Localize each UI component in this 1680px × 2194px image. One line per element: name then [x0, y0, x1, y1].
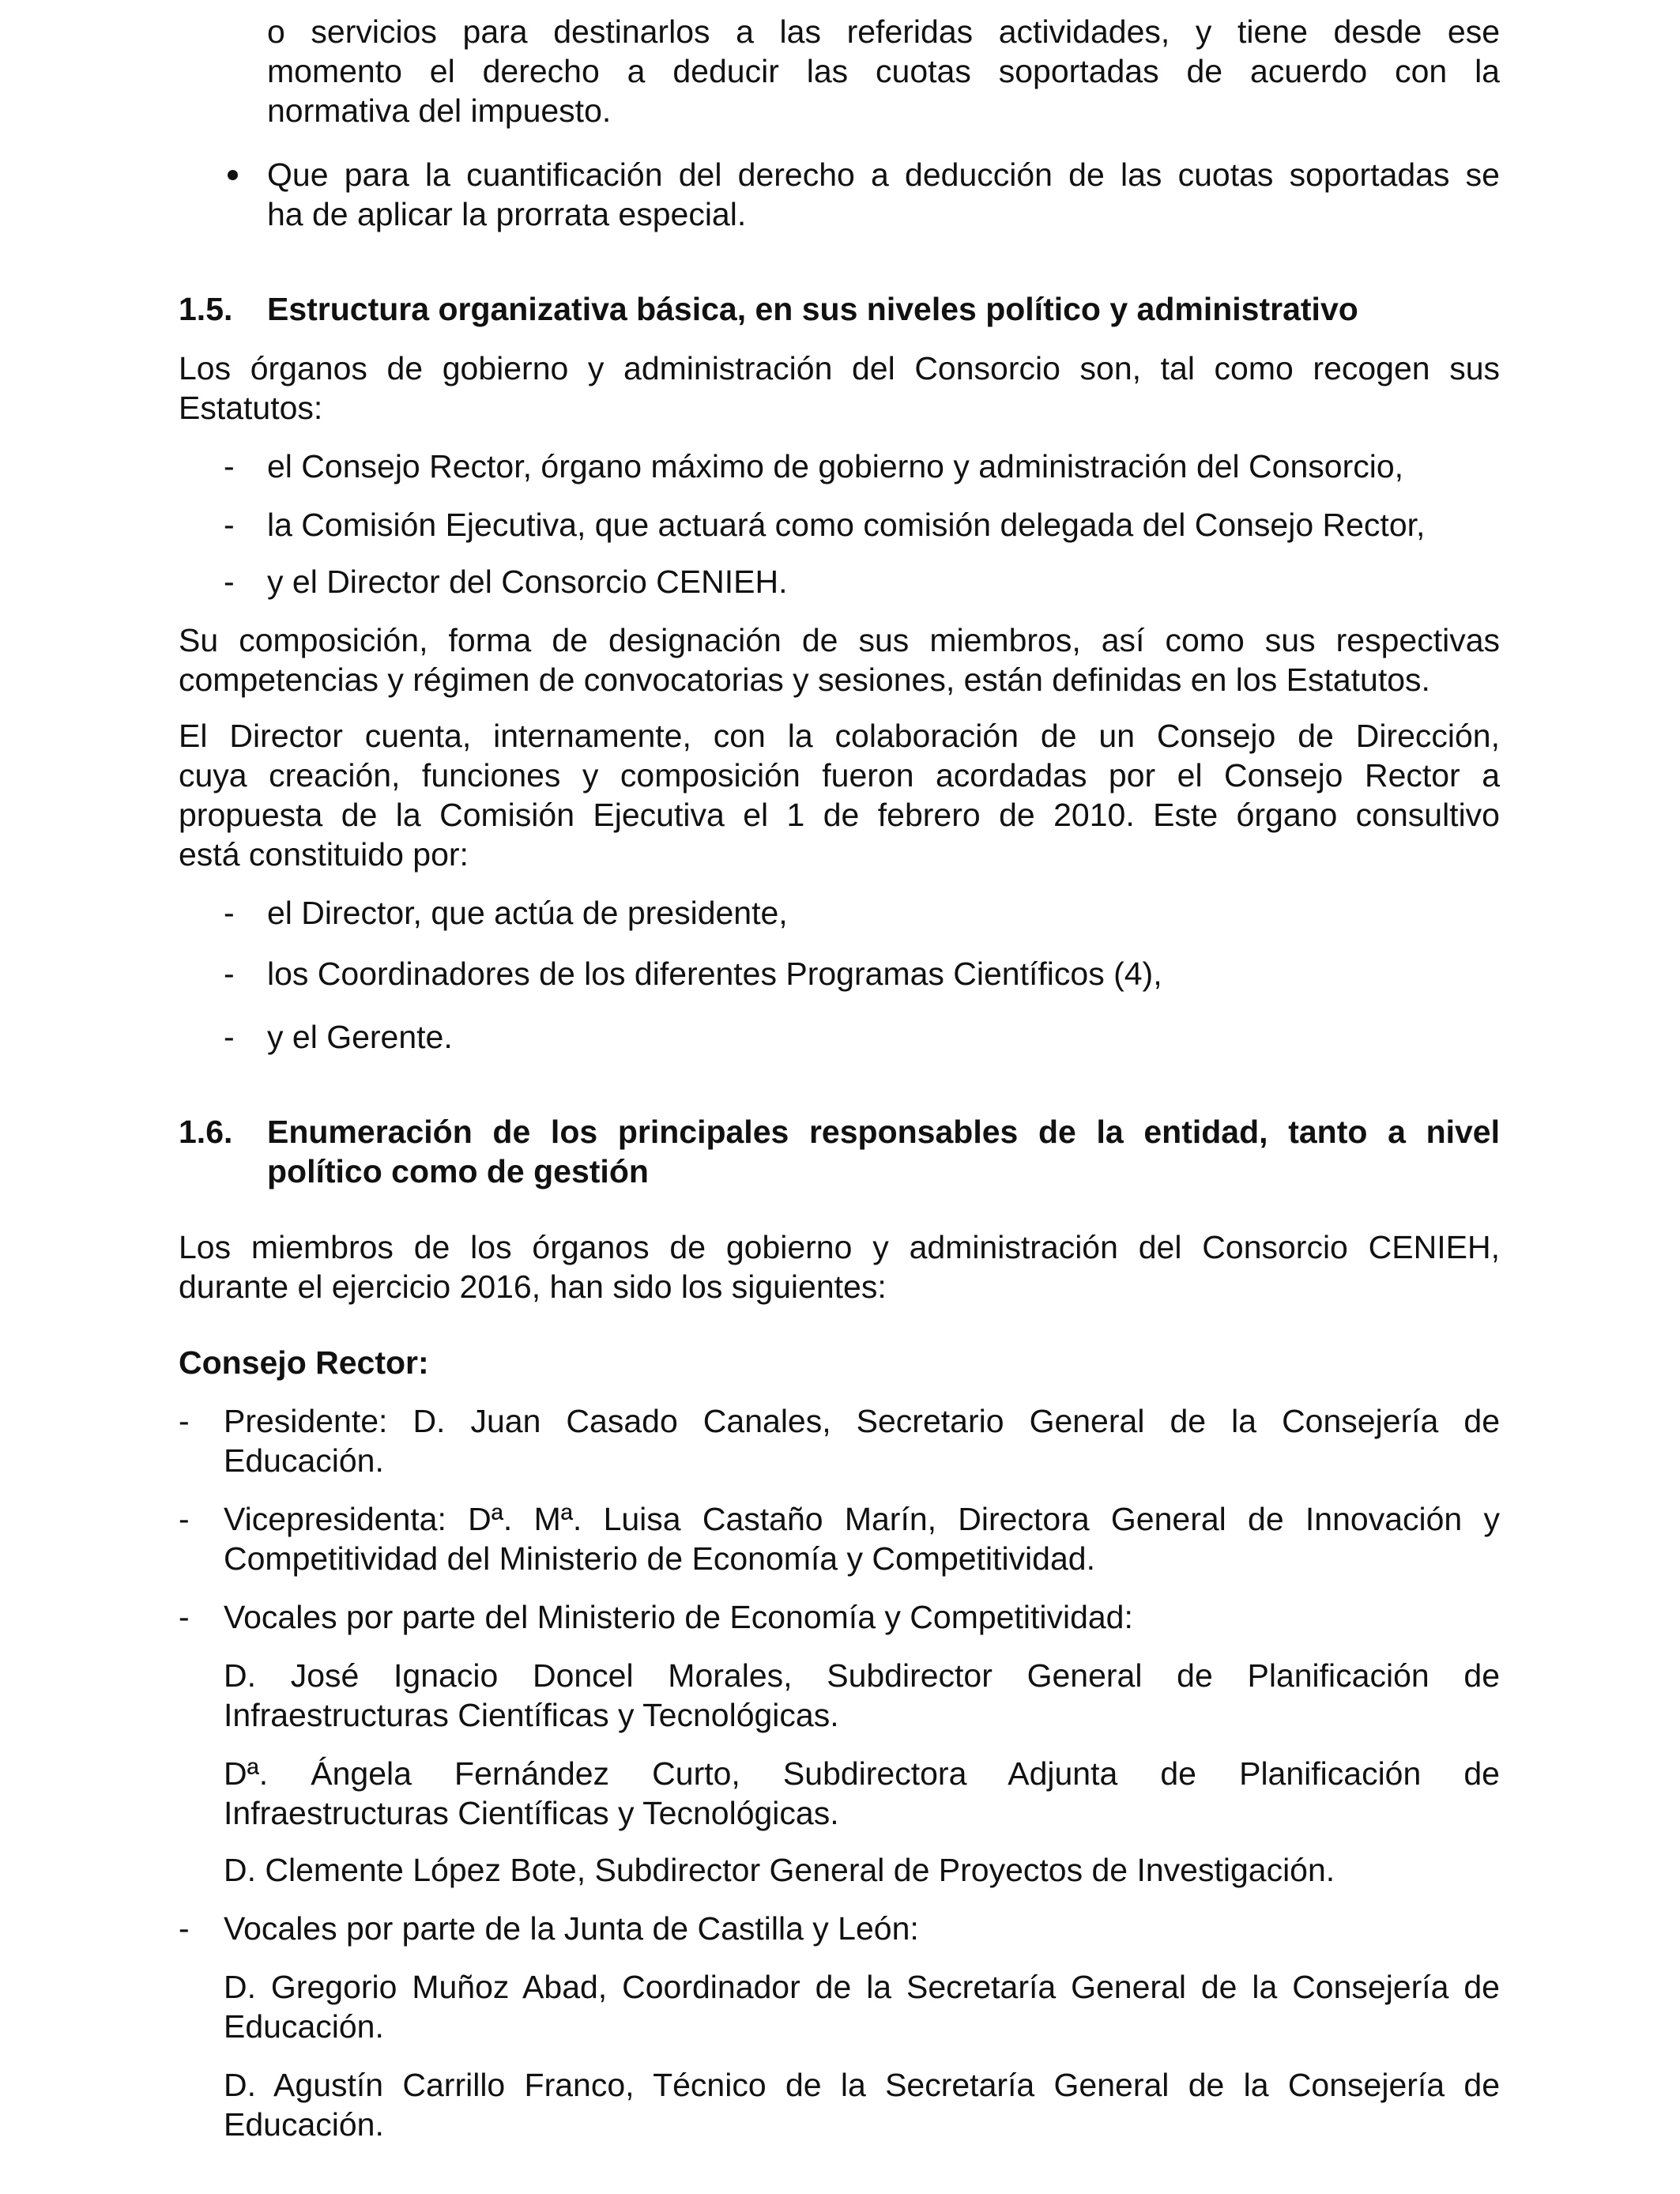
text-line: Competitividad del Ministerio de Economía y Competitividad.: [224, 1540, 1095, 1577]
member-entry: [224, 1656, 1500, 1735]
text-line: competencias y régimen de convocatorias y sesiones, están definidas en los Estatutos.: [179, 662, 1430, 698]
text-line: durante el ejercicio 2016, han sido los siguientes:: [179, 1269, 887, 1305]
list-item: el Consejo Rector, órgano máximo de gobierno y administración del Consorcio,: [267, 448, 1404, 484]
text-line: momento el derecho a deducir las cuotas soportadas de acuerdo con la: [267, 53, 1500, 89]
text-line: D. José Ignacio Doncel Morales, Subdirector General de Planificación de: [224, 1657, 1500, 1694]
text-line: cuya creación, funciones y composición fueron acordadas por el Consejo Rector a: [179, 757, 1500, 794]
text-line: Su composición, forma de designación de sus miembros, así como sus respectivas: [179, 622, 1500, 658]
text-line: político como de gestión: [267, 1153, 649, 1189]
member-entry: [224, 1967, 1500, 2046]
text-line: Educación.: [224, 1442, 384, 1479]
dash-marker: -: [224, 448, 235, 484]
list-item: y el Director del Consorcio CENIEH.: [267, 564, 788, 600]
composition-paragraph: [179, 620, 1500, 699]
text-line: Vicepresidenta: Dª. Mª. Luisa Castaño Marín, Directora General de Innovación y: [224, 1501, 1500, 1537]
text-line: Enumeración de los principales responsables de la entidad, tanto a nivel: [267, 1114, 1500, 1150]
ministry-heading: Vocales por parte del Ministerio de Economía y Competitividad:: [224, 1599, 1133, 1635]
text-line: Dª. Ángela Fernández Curto, Subdirectora Adjunta de Planificación de: [224, 1755, 1500, 1792]
intro-paragraph: [267, 12, 1500, 130]
text-line: Que para la cuantificación del derecho a deducción de las cuotas soportadas se: [267, 156, 1500, 193]
list-item: los Coordinadores de los diferentes Programas Científicos (4),: [267, 956, 1162, 992]
dash-marker: -: [224, 956, 235, 992]
text-line: Los órganos de gobierno y administración del Consorcio son, tal como recogen sus: [179, 350, 1500, 386]
text-line: normativa del impuesto.: [267, 92, 612, 129]
member-entry: [224, 1754, 1500, 1833]
text-line: ha de aplicar la prorrata especial.: [267, 196, 747, 232]
text-line: o servicios para destinarlos a las referidas actividades, y tiene desde ese: [267, 13, 1500, 50]
text-line: está constituido por:: [179, 836, 469, 873]
section-intro-paragraph: [179, 349, 1500, 428]
director-paragraph: [179, 716, 1500, 874]
member-entry: [224, 2065, 1500, 2144]
dash-marker: -: [224, 1019, 235, 1055]
section-number: 1.5.: [179, 291, 233, 327]
text-line: El Director cuenta, internamente, con la colaboración de un Consejo de Dirección,: [179, 718, 1500, 754]
dash-marker: -: [224, 564, 235, 600]
text-line: Estatutos:: [179, 390, 323, 426]
bullet-paragraph: [267, 155, 1500, 234]
section-title: Estructura organizativa básica, en sus niveles político y administrativo: [267, 291, 1358, 327]
dash-marker: -: [224, 507, 235, 543]
list-item: y el Gerente.: [267, 1019, 453, 1055]
junta-heading: Vocales por parte de la Junta de Castilla y León:: [224, 1910, 919, 1947]
text-line: Educación.: [224, 2106, 384, 2143]
text-line: Presidente: D. Juan Casado Canales, Secretario General de la Consejería de: [224, 1403, 1500, 1439]
text-line: propuesta de la Comisión Ejecutiva el 1 de febrero de 2010. Este órgano consultivo: [179, 797, 1500, 833]
list-item: la Comisión Ejecutiva, que actuará como comisión delegada del Consejo Rector,: [267, 507, 1426, 543]
dash-marker: -: [179, 1403, 190, 1439]
section-number: 1.6.: [179, 1114, 233, 1150]
dash-marker: -: [179, 1910, 190, 1947]
list-item: el Director, que actúa de presidente,: [267, 895, 788, 931]
text-line: Infraestructuras Científicas y Tecnológicas.: [224, 1795, 839, 1831]
bullet-icon: [228, 170, 238, 180]
section-title: [267, 1112, 1500, 1191]
text-line: D. Agustín Carrillo Franco, Técnico de la Secretaría General de la Consejería de: [224, 2067, 1500, 2103]
text-line: Infraestructuras Científicas y Tecnológicas.: [224, 1697, 839, 1733]
vicepresident-entry: [224, 1499, 1500, 1578]
dash-marker: -: [179, 1599, 190, 1635]
subheading: Consejo Rector:: [179, 1344, 429, 1381]
section-intro-paragraph: [179, 1227, 1500, 1306]
dash-marker: -: [179, 1501, 190, 1537]
member-entry: D. Clemente López Bote, Subdirector General de Proyectos de Investigación.: [224, 1852, 1335, 1888]
text-line: D. Gregorio Muñoz Abad, Coordinador de la Secretaría General de la Consejería de: [224, 1969, 1500, 2005]
dash-marker: -: [224, 895, 235, 931]
text-line: Los miembros de los órganos de gobierno y administración del Consorcio CENIEH,: [179, 1229, 1500, 1265]
president-entry: [224, 1401, 1500, 1480]
text-line: Educación.: [224, 2008, 384, 2045]
